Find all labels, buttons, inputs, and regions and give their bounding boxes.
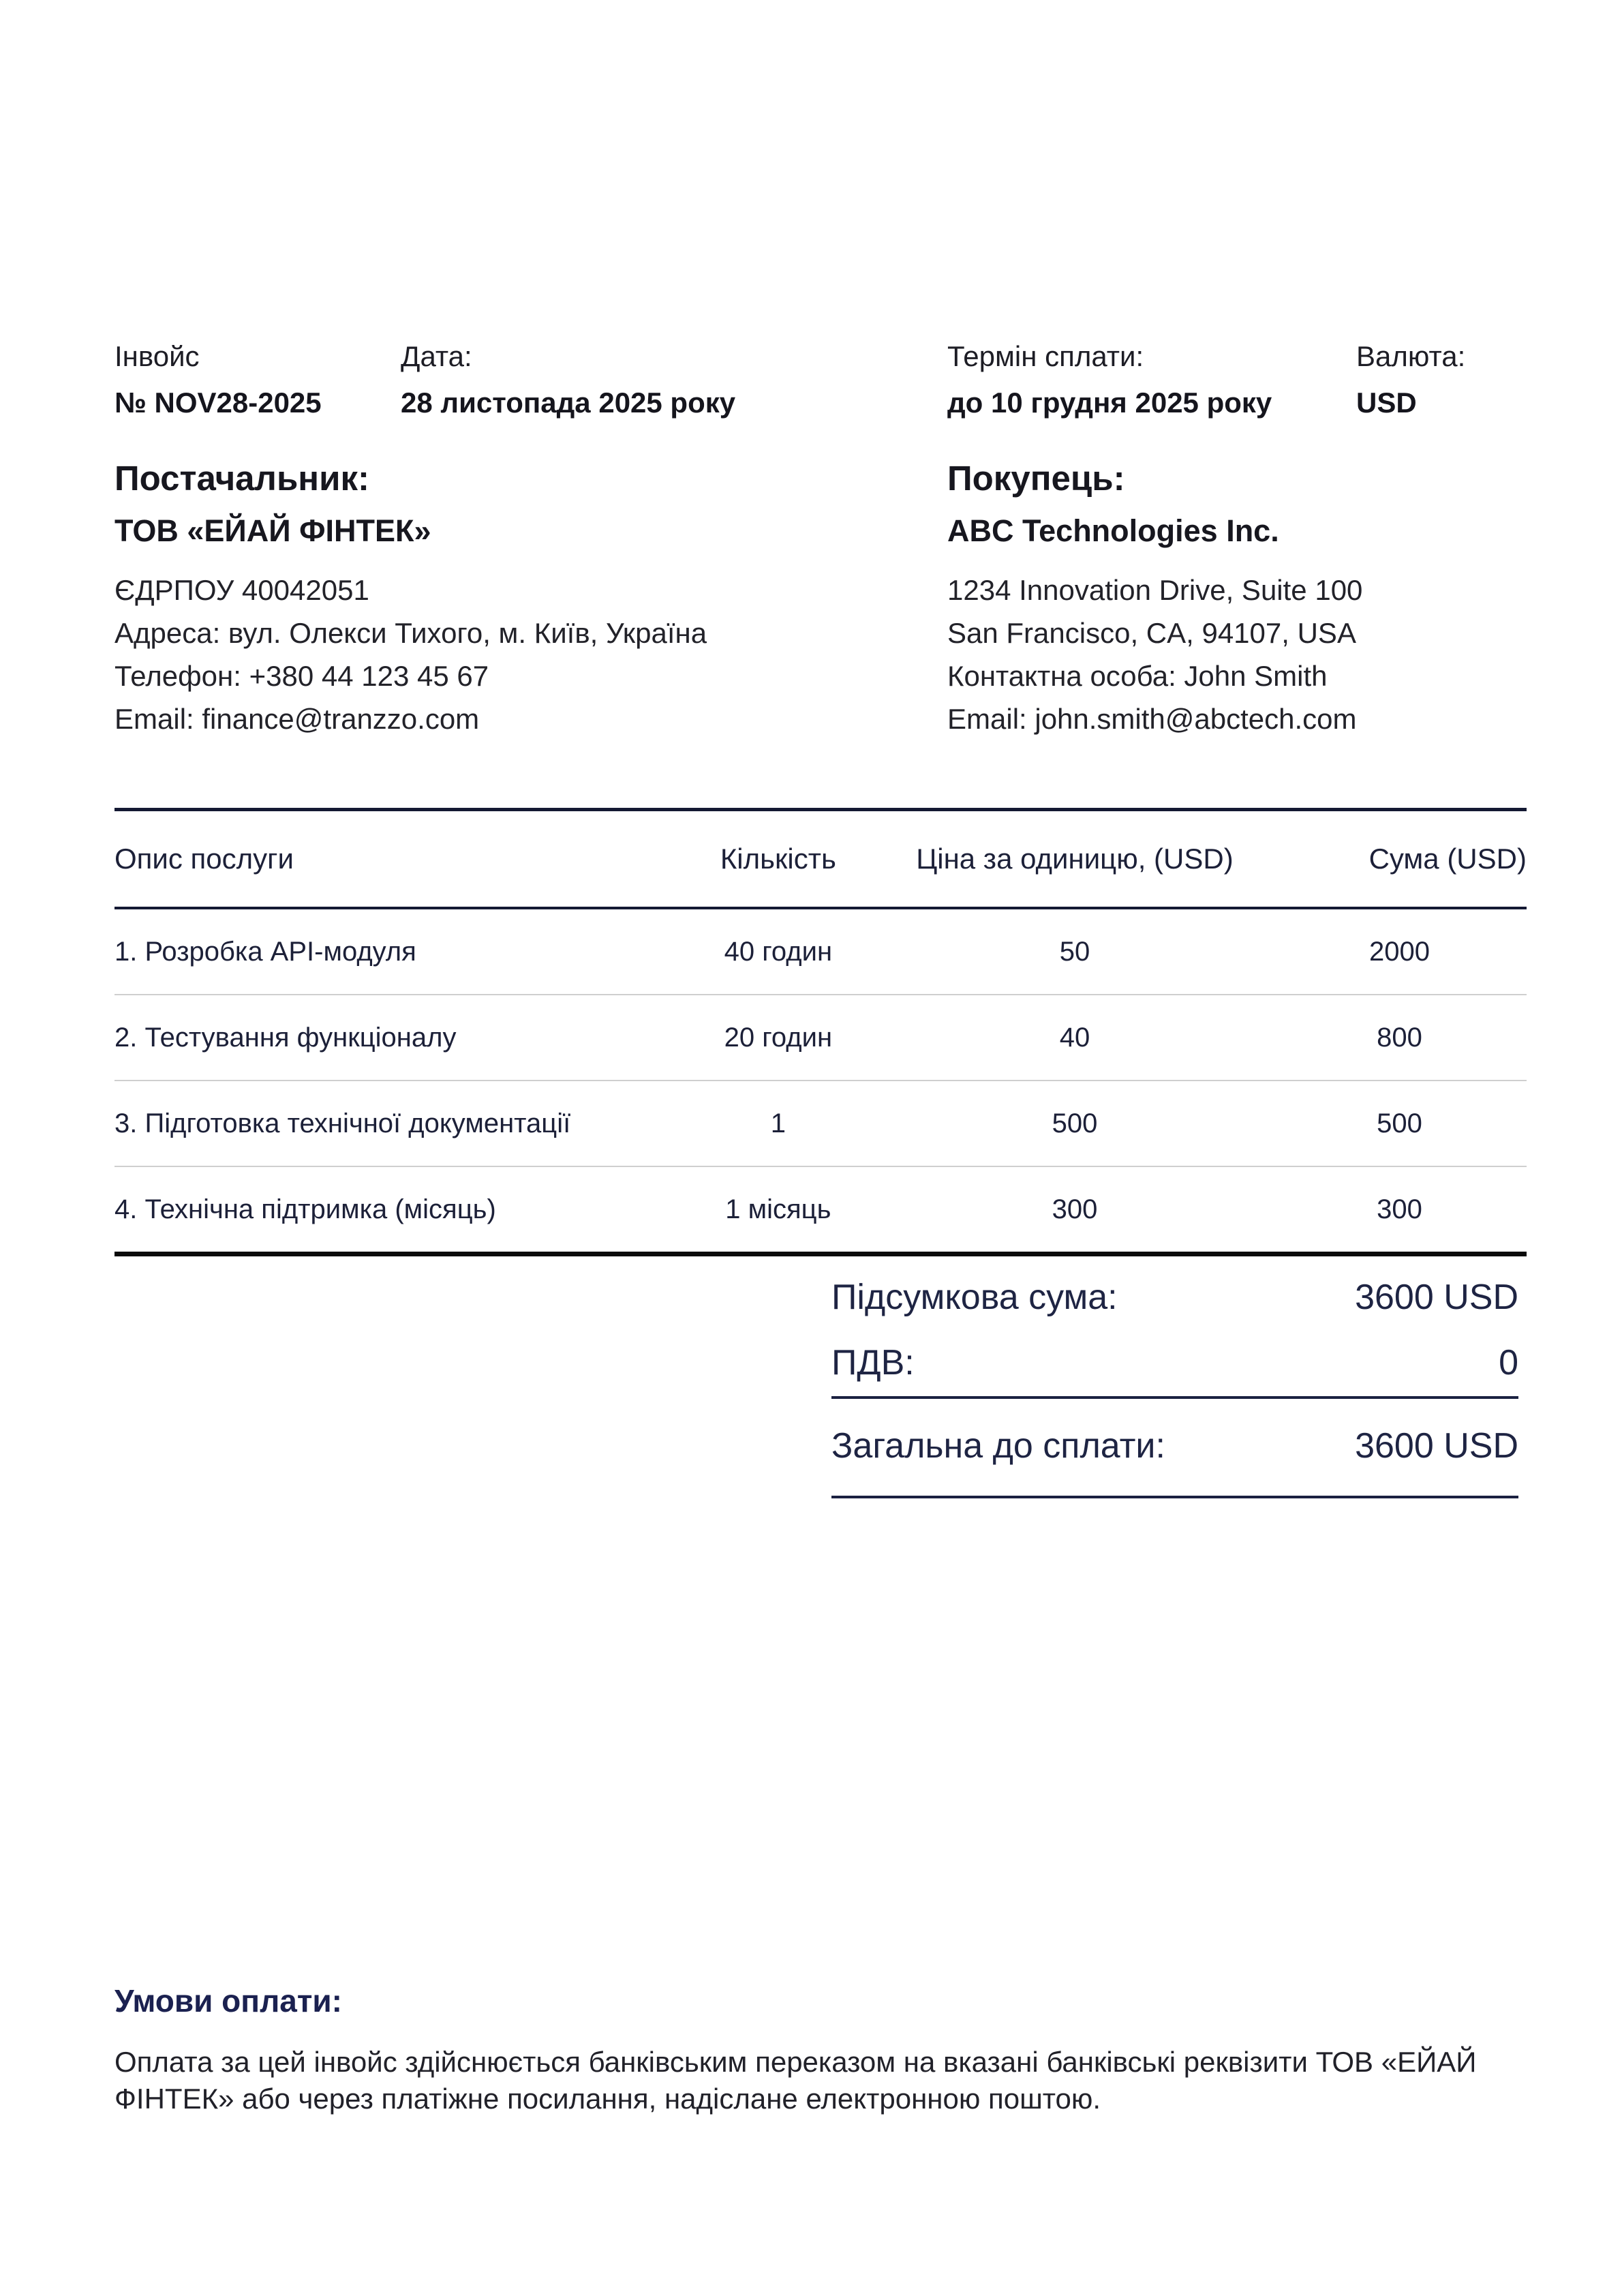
- date-label: Дата:: [401, 340, 472, 372]
- supplier-block: [114, 459, 947, 740]
- invoice-meta: [114, 339, 1527, 420]
- payment-terms-text: Оплата за цей інвойс здійснюється банківським переказом на вказані банківські реквізити ТОВ «ЕЙАЙ ФІНТЕК» або через платіжне посилання, надіслане електронною поштою.: [114, 2046, 1477, 2115]
- row-quantity: 40 годин: [724, 936, 833, 967]
- subtotal-label: Підсумкова сума:: [831, 1278, 1118, 1317]
- grand-total-row: [831, 1422, 1518, 1470]
- col-header-unit-price: Ціна за одиницю, (USD): [916, 843, 1234, 875]
- table-row: [114, 995, 1527, 1081]
- supplier-details: [114, 569, 947, 740]
- grand-total-value: 3600 USD: [1355, 1426, 1518, 1466]
- currency-value: USD: [1356, 387, 1417, 419]
- buyer-name: ABC Technologies Inc.: [947, 513, 1279, 548]
- row-amount: 800: [1377, 1022, 1422, 1053]
- date-value: 28 листопада 2025 року: [401, 387, 736, 419]
- invoice-label: Інвойс: [114, 340, 200, 372]
- invoice-date-block: [401, 339, 947, 420]
- invoice-number-block: [114, 339, 401, 420]
- row-quantity: 1: [770, 1108, 786, 1138]
- buyer-line: Контактна особа: John Smith: [947, 660, 1328, 692]
- table-row: [114, 909, 1527, 995]
- row-unit-price: 40: [1059, 1022, 1090, 1053]
- row-quantity: 1 місяць: [725, 1194, 831, 1224]
- row-unit-price: 300: [1052, 1194, 1098, 1224]
- supplier-name: ТОВ «ЕЙАЙ ФІНТЕК»: [114, 513, 431, 548]
- buyer-line: San Francisco, CA, 94107, USA: [947, 617, 1356, 649]
- col-header-quantity: Кількість: [720, 843, 836, 875]
- buyer-line: 1234 Innovation Drive, Suite 100: [947, 574, 1363, 606]
- grand-total-label: Загальна до сплати:: [831, 1426, 1165, 1466]
- subtotal-value: 3600 USD: [1355, 1278, 1518, 1317]
- currency-block: [1356, 339, 1527, 420]
- supplier-line: Email: finance@tranzzo.com: [114, 703, 480, 735]
- buyer-heading: Покупець:: [947, 459, 1125, 498]
- row-description: 3. Підготовка технічної документації: [114, 1108, 571, 1138]
- row-unit-price: 500: [1052, 1108, 1098, 1138]
- row-description: 4. Технічна підтримка (місяць): [114, 1194, 496, 1224]
- services-table: [114, 808, 1527, 1256]
- currency-label: Валюта:: [1356, 340, 1466, 372]
- invoice-number: № NOV28-2025: [114, 387, 322, 419]
- buyer-details: [947, 569, 1527, 740]
- row-amount: 2000: [1369, 936, 1430, 967]
- table-row: [114, 1167, 1527, 1256]
- row-unit-price: 50: [1059, 936, 1090, 967]
- col-header-description: Опис послуги: [114, 843, 294, 875]
- buyer-block: [947, 459, 1527, 740]
- totals-divider: [831, 1396, 1518, 1399]
- vat-value: 0: [1499, 1343, 1518, 1383]
- payment-terms-section: [114, 1982, 1533, 2117]
- table-header-row: [114, 811, 1527, 909]
- supplier-line: Адреса: вул. Олекси Тихого, м. Київ, Україна: [114, 617, 707, 649]
- supplier-line: Телефон: +380 44 123 45 67: [114, 660, 489, 692]
- row-amount: 300: [1377, 1194, 1422, 1224]
- due-label: Термін сплати:: [947, 340, 1144, 372]
- table-row: [114, 1081, 1527, 1167]
- row-description: 2. Тестування функціоналу: [114, 1022, 457, 1053]
- subtotal-row: [831, 1273, 1518, 1321]
- totals-bottom-line: [831, 1496, 1518, 1498]
- totals-section: [831, 1273, 1518, 1498]
- due-value: до 10 грудня 2025 року: [947, 387, 1272, 419]
- col-header-amount: Сума (USD): [1368, 843, 1527, 875]
- due-date-block: [947, 339, 1356, 420]
- parties-section: [114, 459, 1527, 740]
- vat-row: [831, 1339, 1518, 1387]
- payment-terms-heading: Умови оплати:: [114, 1983, 342, 2019]
- supplier-line: ЄДРПОУ 40042051: [114, 574, 369, 606]
- vat-label: ПДВ:: [831, 1343, 915, 1383]
- row-description: 1. Розробка API-модуля: [114, 936, 416, 967]
- row-quantity: 20 годин: [724, 1022, 833, 1053]
- buyer-line: Email: john.smith@abctech.com: [947, 703, 1357, 735]
- supplier-heading: Постачальник:: [114, 459, 369, 498]
- row-amount: 500: [1377, 1108, 1422, 1138]
